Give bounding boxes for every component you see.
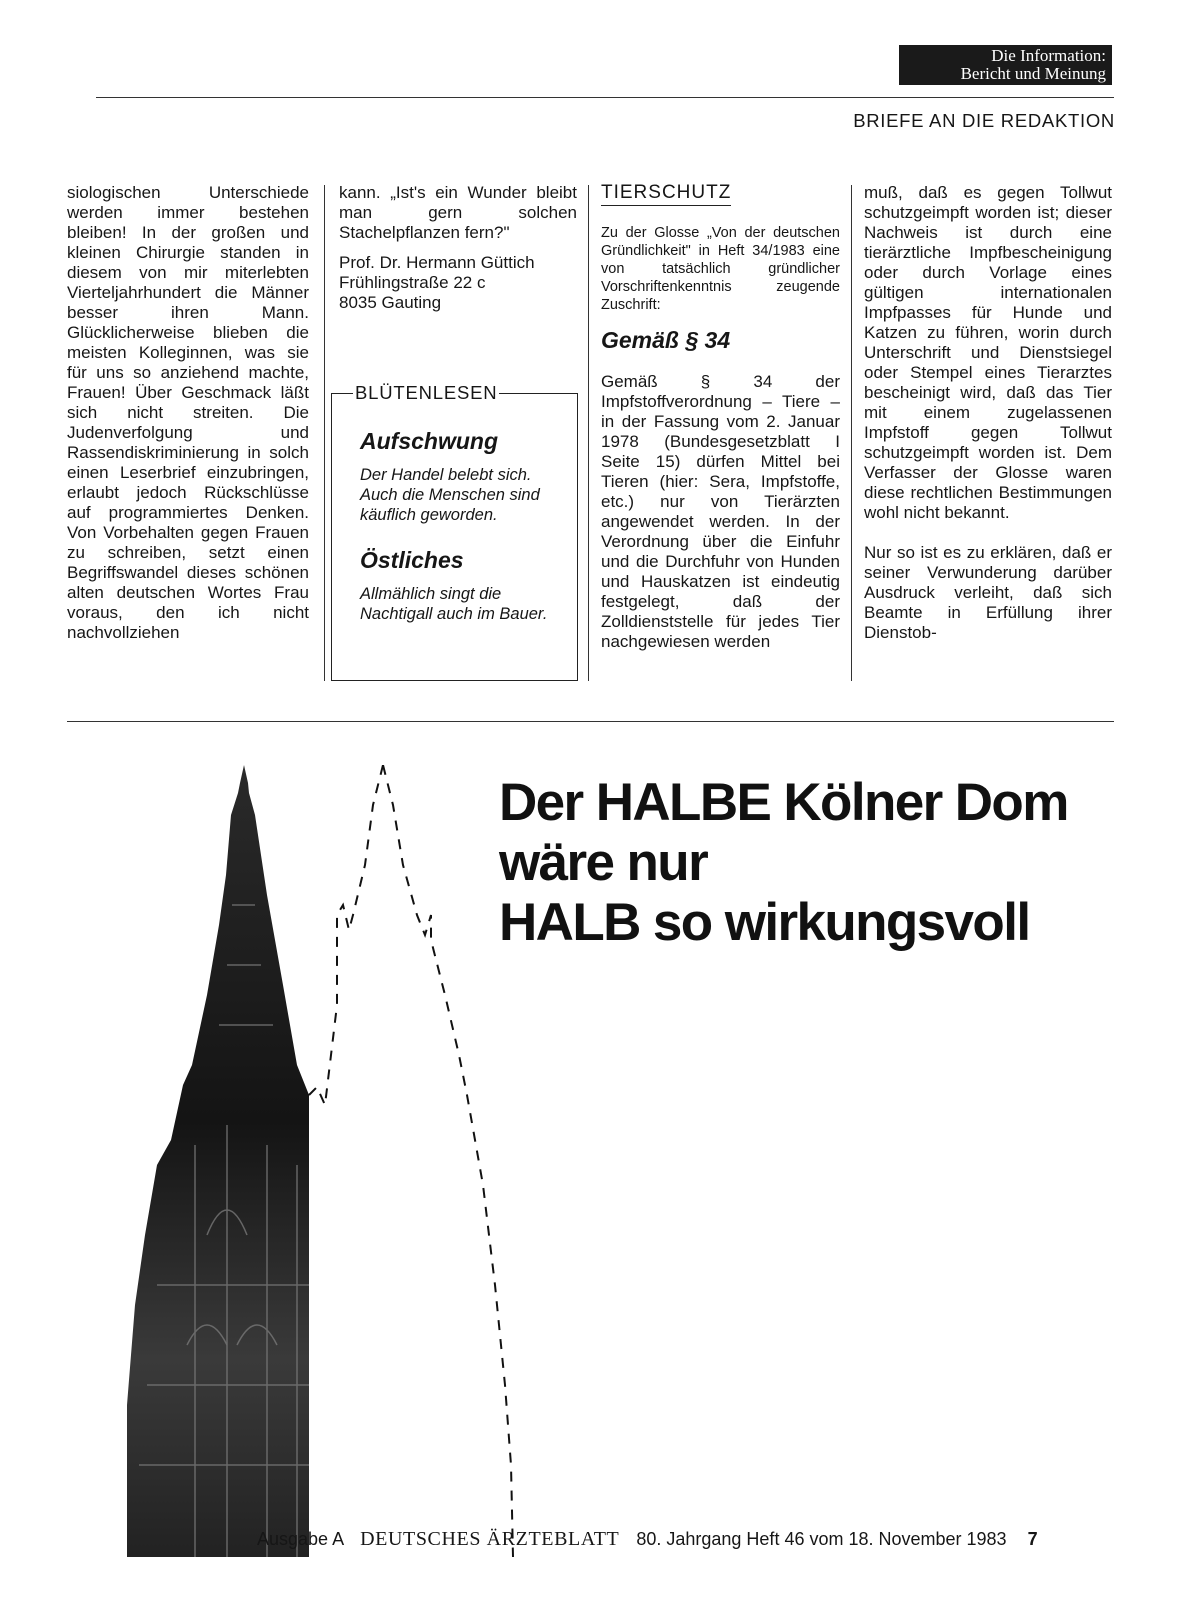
column-2 <box>339 183 577 313</box>
section-label: BRIEFE AN DIE REDAKTION <box>853 110 1115 131</box>
bluetenlesen-title: BLÜTENLESEN <box>355 382 498 403</box>
footer-magazine: DEUTSCHES ÄRZTEBLATT <box>360 1528 620 1550</box>
signature-street: Frühlingstraße 22 c <box>339 273 486 292</box>
ad-headline-line-1: Der HALBE Kölner Dom <box>499 773 1068 832</box>
top-rule <box>96 97 1114 98</box>
column-4-text-2: Nur so ist es zu erklären, daß er seiner Verwunderung darüber Ausdruck verleiht, daß sich Beamte in Erfüllung ihrer Dienstob- <box>864 543 1112 642</box>
bluetenlesen-heading-2: Östliches <box>360 547 464 573</box>
middle-rule <box>67 721 1114 722</box>
ad-headline-line-3: HALB so wirkungsvoll <box>499 893 1030 952</box>
column-3 <box>601 183 840 652</box>
badge-line-1: Die Information: <box>991 46 1106 65</box>
ad-headline <box>499 773 1068 953</box>
tierschutz-heading: TIERSCHUTZ <box>601 183 731 206</box>
footer-edition: Ausgabe A <box>257 1529 344 1549</box>
column-divider <box>588 185 589 681</box>
column-3-text: Gemäß § 34 der Impfstoffverordnung – Tiere – in der Fassung vom 2. Januar 1978 (Bundesgesetzblatt I Seite 15) dürfen Mittel bei Tieren (hier: Sera, Impfstoffe, etc.) nur von Tierärzten angewendet werden. In der Verordnung über die Einfuhr und die Durchfuhr von Hunden und Hauskatzen ist eindeutig festgelegt, daß der Zolldienststelle für jedes Tier nachgewiesen werden <box>601 372 840 651</box>
column-1-text: siologischen Unterschiede werden immer bestehen bleiben! In der großen und kleinen Chirurgie standen in diesem von mir miterlebten Vierteljahrhundert die Männer besser ihren Mann. Glücklicherweise blieben die meisten Kolleginnen, was sie für uns so anziehend machte, Frauen! Über Geschmack läßt sich nicht streiten. Die Judenverfolgung und Rassendiskriminierung in solch einen Leserbrief einzubringen, erlaubt jedoch Rückschlüsse auf programmiertes Denken. Von Vorbehalten gegen Frauen zu schreiben, setzt einen Begriffswandel dieses schönen alten deutschen Wortes Frau voraus, den ich nicht nachvollziehen <box>67 183 309 642</box>
cathedral-illustration <box>127 765 547 1557</box>
cathedral-tower-photo <box>127 765 309 1557</box>
section-badge <box>899 45 1112 85</box>
article-title: Gemäß § 34 <box>601 327 731 353</box>
badge-line-2: Bericht und Meinung <box>960 64 1106 83</box>
tierschutz-intro: Zu der Glosse „Von der deutschen Gründlichkeit" in Heft 34/1983 eine von tatsächlich gründlicher Vorschriftenkenntnis zeugende Zuschrift: <box>601 225 840 313</box>
signature-city: 8035 Gauting <box>339 293 442 312</box>
page-footer <box>257 1528 1038 1551</box>
signature <box>339 253 577 313</box>
bluetenlesen-heading-1: Aufschwung <box>360 428 498 454</box>
ad-headline-line-2: wäre nur <box>499 833 708 892</box>
cathedral-missing-half-outline <box>309 765 513 1557</box>
column-4-text-1: muß, daß es gegen Tollwut schutzgeimpft worden ist; dieser Nachweis ist durch eine tierärztliche Impfbescheinigung oder durch Vorlage eines gültigen internationalen Impfpasses für Hunde und Katzen zu führen, worin durch Unterschrift und Dienstsiegel oder Stempel eines Tierarztes bescheinigt wird, daß das Tier mit einem zugelassenen Impfstoff gegen Tollwut schutzgeimpft worden ist. Dem Verfasser der Glosse waren diese rechtlichen Bestimmungen wohl nicht bekannt. <box>864 183 1112 522</box>
bluetenlesen-text-2: Allmählich singt die Nachtigall auch im Bauer. <box>360 585 548 623</box>
signature-name: Prof. Dr. Hermann Güttich <box>339 253 535 272</box>
column-divider <box>324 185 325 681</box>
page-number: 7 <box>1027 1529 1038 1549</box>
column-divider <box>851 185 852 681</box>
bluetenlesen-text-1: Der Handel belebt sich. Auch die Menschen sind käuflich geworden. <box>360 466 540 524</box>
column-2-text: kann. „Ist's ein Wunder bleibt man gern solchen Stachelpflanzen fern?" <box>339 183 577 242</box>
footer-issue: 80. Jahrgang Heft 46 vom 18. November 1983 <box>636 1529 1007 1549</box>
column-1 <box>67 183 309 643</box>
bluetenlesen-box <box>331 382 578 681</box>
column-4 <box>864 183 1112 643</box>
